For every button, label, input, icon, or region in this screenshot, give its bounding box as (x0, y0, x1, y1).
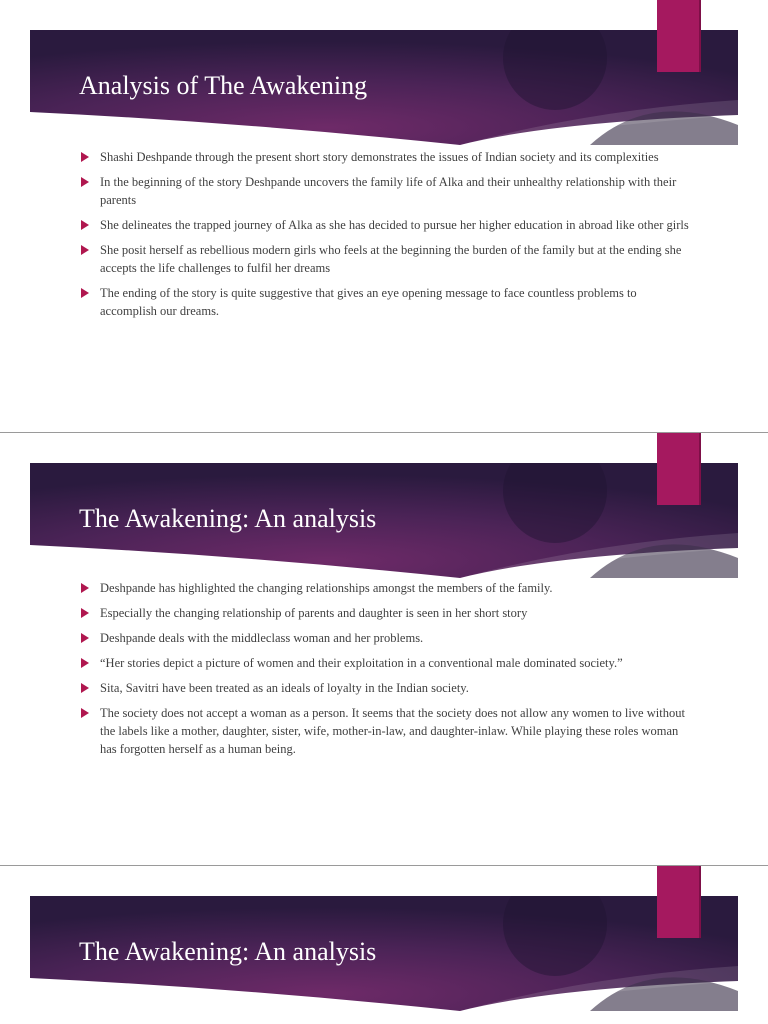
slide-title: Analysis of The Awakening (79, 71, 368, 100)
slide-1 (0, 0, 768, 432)
bullet-text: “Her stories depict a picture of women and their exploitation in a conventional male dominated society.” (100, 656, 623, 670)
triangle-bullet-icon (81, 683, 89, 693)
bullet-text: Shashi Deshpande through the present short story demonstrates the issues of Indian society and its complexities (100, 150, 659, 164)
triangle-bullet-icon (81, 633, 89, 643)
bullet-item (80, 579, 692, 597)
triangle-bullet-icon (81, 152, 89, 162)
triangle-bullet-icon (81, 608, 89, 618)
bullet-text: Especially the changing relationship of parents and daughter is seen in her short story (100, 606, 528, 620)
slide-title: The Awakening: An analysis (79, 937, 377, 966)
bullet-item (80, 148, 692, 166)
bullet-text: Deshpande has highlighted the changing relationships amongst the members of the family. (100, 581, 553, 595)
triangle-bullet-icon (81, 708, 89, 718)
triangle-bullet-icon (81, 288, 89, 298)
bullet-item (80, 284, 692, 320)
bullet-item (80, 629, 692, 647)
bullet-item (80, 654, 692, 672)
triangle-bullet-icon (81, 220, 89, 230)
bullet-list (80, 148, 692, 327)
bullet-text: The society does not accept a woman as a person. It seems that the society does not allow any women to live without the labels like a mother, daughter, sister, wife, mother-in-law, and daughter-inlaw. While playing these roles woman has forgotten herself as a human being. (100, 706, 685, 756)
triangle-bullet-icon (81, 245, 89, 255)
bullet-item (80, 241, 692, 277)
bullet-item (80, 173, 692, 209)
slide-3 (0, 866, 768, 1024)
bullet-text: She posit herself as rebellious modern girls who feels at the beginning the burden of the family but at the ending she accepts the life challenges to fulfil her dreams (100, 243, 682, 275)
triangle-bullet-icon (81, 177, 89, 187)
bullet-text: In the beginning of the story Deshpande uncovers the family life of Alka and their unhealthy relationship with their parents (100, 175, 677, 207)
triangle-bullet-icon (81, 583, 89, 593)
accent-tab (657, 866, 701, 938)
bullet-item (80, 604, 692, 622)
bullet-item (80, 216, 692, 234)
bullet-text: Sita, Savitri have been treated as an ideals of loyalty in the Indian society. (100, 681, 469, 695)
triangle-bullet-icon (81, 658, 89, 668)
accent-tab (657, 0, 701, 72)
slide-2 (0, 433, 768, 865)
bullet-item (80, 679, 692, 697)
bullet-list (80, 579, 692, 765)
accent-tab (657, 433, 701, 505)
bullet-text: Deshpande deals with the middleclass woman and her problems. (100, 631, 424, 645)
bullet-item (80, 704, 692, 758)
slide-title: The Awakening: An analysis (79, 504, 377, 533)
bullet-text: She delineates the trapped journey of Alka as she has decided to pursue her higher education in abroad like other girls (100, 218, 689, 232)
bullet-text: The ending of the story is quite suggestive that gives an eye opening message to face countless problems to accomplish our dreams. (100, 286, 637, 318)
